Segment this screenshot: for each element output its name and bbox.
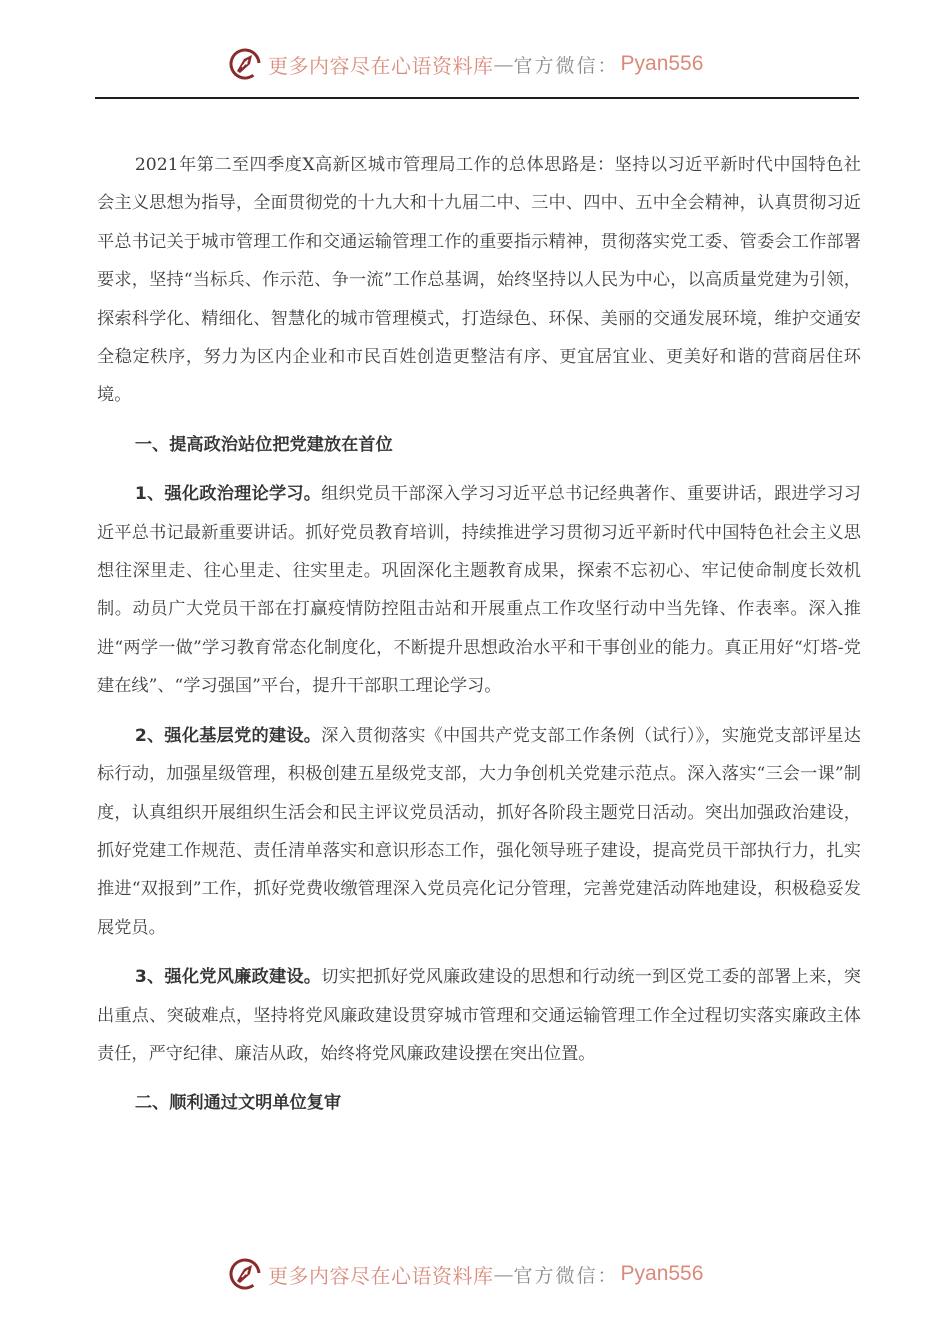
item-body-2: 深入贯彻落实《中国共产党支部工作条例（试行）》，实施党支部评星达标行动，加强星级管理，积极创建五星级党支部，大力争创机关党建示范点。深入落实“三会一课”制度，认真组织开展组织生活会和民主评议党员活动，抓好各阶段主题党日活动。突出加强政治建设，抓好党建工作规范、责任清单落实和意识形态工作，强化领导班子建设，提高党员干部执行力，扎实推进“双报到”工作，抓好党费收缴管理深入党员亮化记分管理，完善党建活动阵地建设，积极稳妥发展党员。 — [97, 725, 861, 938]
section-heading-2-text: 二、顺利通过文明单位复审 — [134, 1093, 342, 1114]
item-paragraph-3 — [97, 958, 861, 1073]
watermark-text: 更多内容尽在心语资料库 — [268, 1263, 494, 1288]
wechat-id: Pyan556 — [620, 1262, 704, 1285]
item-body-3: 切实把抓好党风廉政建设的思想和行动统一到区党工委的部署上来，突出重点、突破难点，坚持将党风廉政建设贯穿城市管理和交通运输管理工作全过程切实落实廉政主体责任，严守纪律、廉洁从政，始终将党风廉政建设摆在突出位置。 — [97, 967, 861, 1064]
wechat-label: 官方微信： — [513, 1264, 619, 1287]
wechat-id: Pyan556 — [620, 52, 704, 75]
wechat-label: 官方微信： — [513, 54, 619, 77]
watermark-separator: — — [493, 52, 514, 76]
item-body-1: 组织党员干部深入学习习近平总书记经典著作、重要讲话，跟进学习习近平总书记最新重要讲话。抓好党员教育培训，持续推进学习贯彻习近平新时代中国特色社会主义思想往深里走、往心里走、往实里走。巩固深化主题教育成果，探索不忘初心、牢记使命制度长效机制。动员广大党员干部在打赢疫情防控阻击站和开展重点工作攻坚行动中当先锋、作表率。深入推进“两学一做”学习教育常态化制度化，不断提升思想政治水平和干事创业的能力。真正用好“灯塔-党建在线”、“学习强国”平台，提升干部职工理论学习。 — [97, 484, 861, 697]
section-heading-2 — [97, 1084, 861, 1122]
watermark-separator: — — [493, 1262, 514, 1286]
header-watermark — [228, 44, 728, 84]
footer-watermark — [228, 1254, 728, 1294]
item-lead-1: 1、强化政治理论学习。 — [134, 484, 322, 505]
watermark-text: 更多内容尽在心语资料库 — [268, 53, 494, 78]
section-heading-1 — [97, 426, 861, 464]
item-lead-2: 2、强化基层党的建设。 — [134, 725, 322, 746]
section-heading-1-text: 一、提高政治站位把党建放在首位 — [134, 434, 393, 455]
item-paragraph-1 — [97, 475, 861, 705]
header-divider — [95, 97, 859, 99]
document-body — [97, 146, 861, 1123]
pen-nib-logo-icon — [228, 47, 262, 81]
item-paragraph-2 — [97, 717, 861, 947]
item-lead-3: 3、强化党风廉政建设。 — [134, 967, 322, 988]
intro-paragraph: 2021年第二至四季度X高新区城市管理局工作的总体思路是：坚持以习近平新时代中国特色社会主义思想为指导，全面贯彻党的十九大和十九届二中、三中、四中、五中全会精神，认真贯彻习近平总书记关于城市管理工作和交通运输管理工作的重要指示精神，贯彻落实党工委、管委会工作部署要求，坚持“当标兵、作示范、争一流”工作总基调，始终坚持以人民为中心，以高质量党建为引领，探索科学化、精细化、智慧化的城市管理模式，打造绿色、环保、美丽的交通发展环境，维护交通安全稳定秩序，努力为区内企业和市民百姓创造更整洁有序、更宜居宜业、更美好和谐的营商居住环境。 — [97, 155, 861, 406]
pen-nib-logo-icon — [228, 1257, 262, 1291]
